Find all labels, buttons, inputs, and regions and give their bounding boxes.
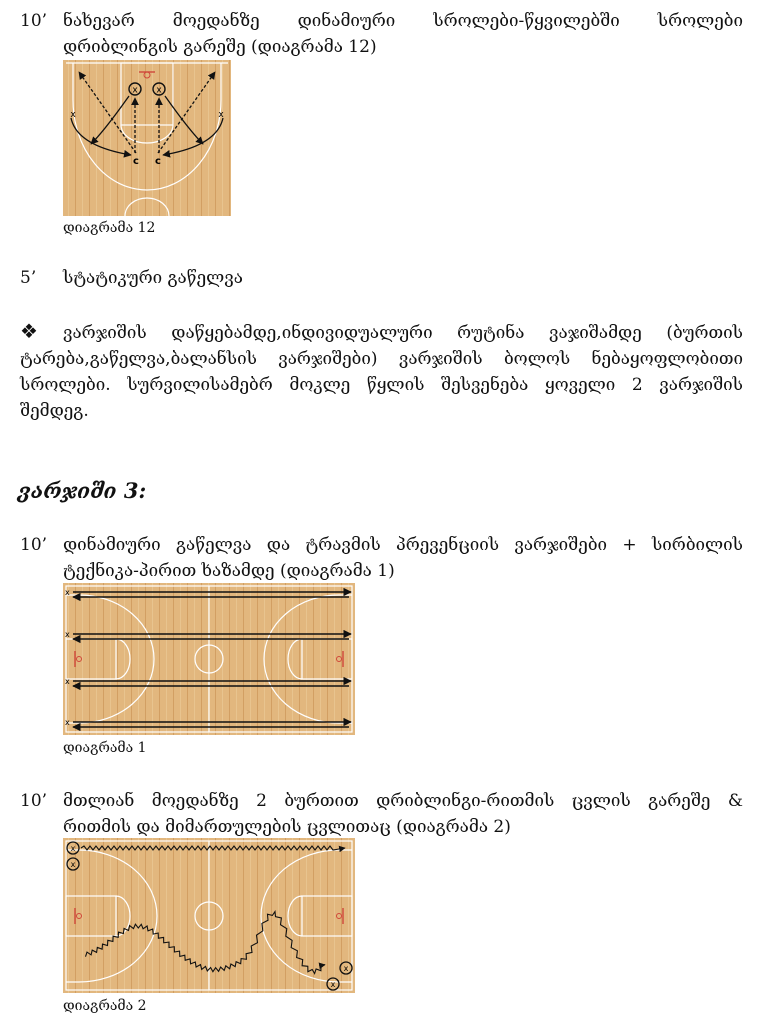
svg-text:x: x — [65, 630, 70, 639]
drill-description-line: დინამიური გაწელვა და ტრავმის პრევენციის ვარჯიშები + სირბილის — [63, 535, 743, 555]
diagram-caption: დიაგრამა 12 — [63, 220, 156, 236]
svg-text:x: x — [65, 677, 70, 686]
svg-text:c: c — [133, 156, 139, 167]
drill-description-line: რითმის და მიმართულების ცვლითაც (დიაგრამა 2) — [63, 817, 511, 837]
duration-label: 10’ — [20, 535, 48, 555]
diagram-caption: დიაგრამა 2 — [63, 998, 147, 1014]
svg-text:x: x — [343, 964, 349, 973]
drill-description-line: მთლიან მოედანზე 2 ბურთით დრიბლინგი-რითმის ცვლის გარეშე & — [63, 791, 743, 811]
svg-text:x: x — [218, 110, 224, 120]
bullet-icon: ❖ — [20, 319, 38, 343]
svg-text:x: x — [156, 85, 162, 96]
svg-text:x: x — [65, 588, 70, 597]
svg-text:x: x — [65, 718, 70, 727]
section-heading: ვარჯიში 3: — [18, 478, 147, 503]
note-line: ტარება,გაწელვა,ბალანსის ვარჯიშები) ვარჯიშის ბოლოს ნებაყოფლობითი — [20, 349, 743, 369]
duration-label: 10’ — [20, 791, 48, 811]
diagram-1-full-court — [63, 583, 355, 735]
note-line: შემდეგ. — [20, 401, 89, 421]
svg-text:c: c — [155, 156, 161, 167]
svg-text:x: x — [70, 110, 76, 120]
svg-text:x: x — [70, 844, 76, 853]
note-line: ვარჯიშის დაწყებამდე,ინდივიდუალური რუტინა ვაჯიშამდე (ბურთის — [63, 323, 743, 343]
svg-text:x: x — [330, 980, 336, 989]
duration-label: 10’ — [20, 11, 48, 31]
diagram-12-half-court — [63, 60, 231, 216]
duration-label: 5’ — [20, 268, 37, 288]
drill-description-line: ტექნიკა-პირით ხაზამდე (დიაგრამა 1) — [63, 561, 395, 581]
svg-text:x: x — [70, 860, 76, 869]
drill-description-line: დრიბლინგის გარეშე (დიაგრამა 12) — [63, 37, 377, 57]
note-line: სროლები. სურვილისამებრ მოკლე წყლის შესვენება ყოველი 2 ვარჯიშის — [20, 375, 743, 395]
court-floor — [63, 60, 231, 216]
drill-description-line: სტატიკური გაწელვა — [63, 268, 243, 288]
diagram-caption: დიაგრამა 1 — [63, 740, 147, 756]
svg-text:x: x — [132, 85, 138, 96]
drill-description-line: ნახევარ მოედანზე დინამიური სროლები-წყვილებში სროლები — [63, 11, 743, 31]
diagram-2-full-court — [63, 838, 355, 993]
